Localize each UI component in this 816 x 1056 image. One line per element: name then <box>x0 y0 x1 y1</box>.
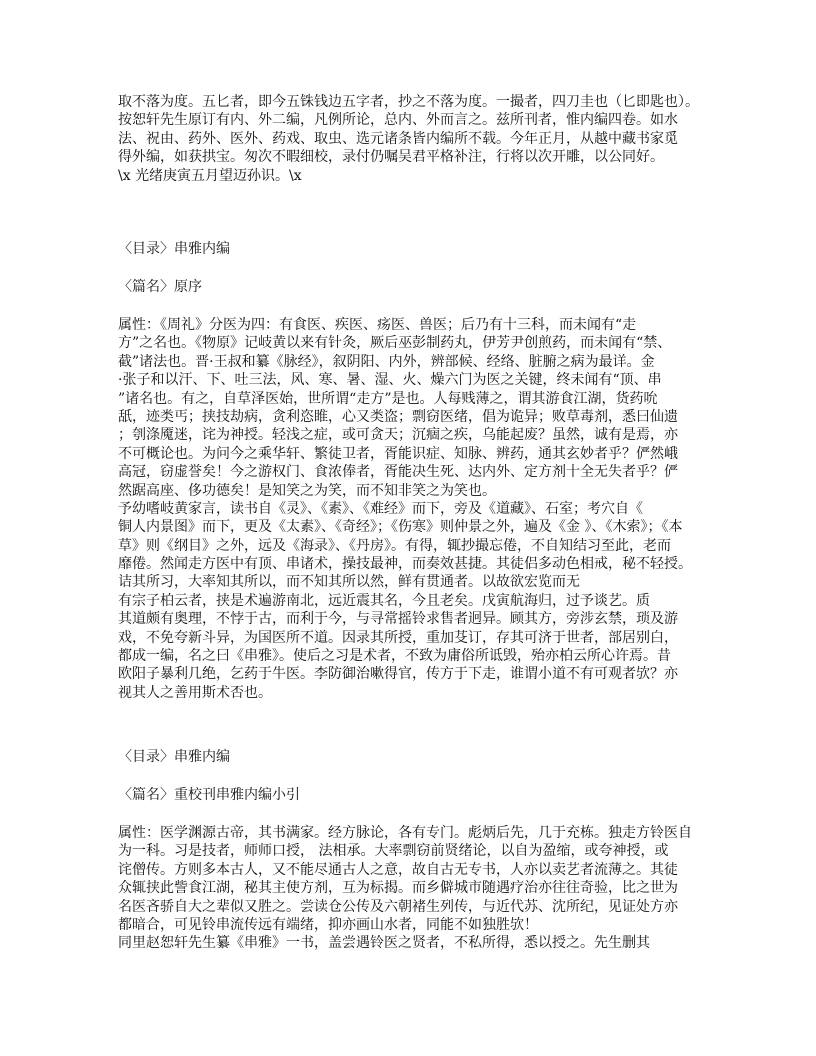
text-line: 取不落为度。五匕者，即今五铢钱边五字者，抄之不落为度。一撮者，四刀圭也（匕即匙也）。 <box>118 94 699 110</box>
text-line: ·张子和以汗、下、吐三法，风、寒、暑、湿、火、燥六门为医之关键，终未闻有“顶、串 <box>118 372 662 389</box>
text-line: ；刳涤魇迷，诧为神授。轻浅之症，或可贪天；沉痼之疾，乌能起废？虽然，诚有是焉，亦 <box>118 427 678 444</box>
text-line: 截”诸法也。晋·王叔和纂《脉经》，叙阴阳、内外，辨部候、经络、脏腑之病为最详。金 <box>118 353 655 370</box>
section-body <box>118 316 692 702</box>
text-line: 属性：《周礼》分医为四：有食医、疾医、疡医、兽医；后乃有十三科，而未闻有“走 <box>118 317 637 333</box>
text-line: 为一科。习是技者，师师口授， 法相承。大率剽窃前贤绪论，以自为盈缩，或夸神授，或 <box>118 843 669 860</box>
text-line: 戏，不免夸新斗异，为国医所不道。因录其所授，重加芟订，存其可济于世者，部居别白， <box>118 629 678 646</box>
text-line: 视其人之善用斯术否也。 <box>118 684 272 701</box>
catalog-heading: 〈目录〉串雅内编 <box>118 241 230 257</box>
text-line: 然踞高座、侈功德矣！是知笑之为笑，而不知非笑之为笑也。 <box>118 482 496 499</box>
section-body <box>118 824 692 953</box>
chapter-title: 〈篇名〉重校刊串雅内编小引 <box>118 787 300 803</box>
text-line: 铜人内景图》而下，更及《太素》、《奇经》；《伤寒》则仲景之外，遍及《金 》、《木索》；《本 <box>118 519 683 536</box>
chapter-title: 〈篇名〉原序 <box>118 279 202 295</box>
text-line: 属性：医学渊源古帝，其书满家。经方脉论，各有专门。彪炳后先，几于充栋。独走方铃医自 <box>118 825 692 841</box>
text-line: 予幼嗜岐黄家言，读书自《灵》、《素》、《难经》而下，旁及《道藏》、石室；考穴自《 <box>118 500 643 517</box>
text-line: 有宗子柏云者，挟是术遍游南北，远近震其名，今且老矣。戊寅航海归，过予谈艺。质 <box>118 592 650 609</box>
text-line: 诘其所习，大率知其所以，而不知其所以然，鲜有贯通者。以故欲宏览而无 <box>118 574 580 591</box>
preface-tail <box>118 93 699 185</box>
text-line: 其道颇有奥理，不悖于古，而利于今，与寻常摇铃求售者迥异。顾其方，旁涉玄禁，琐及游 <box>118 611 678 628</box>
text-line: 舐，迹类丐；挟技劫病，贪利恣睢，心又类盗；剽窃医绪，倡为诡异；败草毒剂，悉曰仙遗 <box>118 408 678 425</box>
text-line: 方”之名也。《物原》记岐黄以来有针灸，厥后巫彭制药丸，伊芳尹创煎药，而未闻有“禁、 <box>118 335 672 352</box>
text-line: 法、祝由、药外、医外、药戏、取虫、选元诸条皆内编所不载。今年正月，从越中藏书家觅 <box>118 130 678 147</box>
text-line: 高冠，窃虚誉矣！今之游权门、食浓俸者，胥能决生死、达内外、定方剂十全无失者乎？俨 <box>118 464 678 481</box>
text-line: ”诸名也。有之，自草泽医始，世所谓“走方”是也。人每贱薄之，谓其游食江湖，货药吮 <box>118 390 658 407</box>
text-line: 草》则《纲目》之外，远及《海录》、《丹房》。有得，辄抄撮忘倦，不自知结习至此，老而 <box>118 537 671 554</box>
text-line: 众辄挟此訾食江湖，秘其主使方剂，互为标揭。而乡僻城市随遇疗治亦往往奇验，比之世为 <box>118 880 678 897</box>
catalog-heading: 〈目录〉串雅内编 <box>118 749 230 765</box>
text-line: 诧僧传。方则多本古人，又不能尽通古人之意，故自古无专书，人亦以卖艺者流薄之。其徒 <box>118 861 678 878</box>
text-line: 名医吝骄自大之辈似又胜之。尝读仓公传及六朝褚生列传，与近代苏、沈所纪，见证处方亦 <box>118 898 678 915</box>
text-line: 都成一编，名之曰《串雅》。使后之习是术者，不致为庸俗所诋毁，殆亦柏云所心许焉。昔 <box>118 648 671 665</box>
text-line: \x 光绪庚寅五月望迈孙识。\x <box>118 167 302 184</box>
section-2 <box>118 748 692 953</box>
text-line: 欧阳子暴利几绝，乞药于牛医。李防御治嗽得官，传方于下走，谁谓小道不有可观者欤？亦 <box>118 666 678 683</box>
text-line: 不可概论也。为问今之乘华轩、繁徒卫者，胥能识症、知脉、辨药，通其玄妙者乎？俨然峨 <box>118 445 678 462</box>
text-line: 都暗合，可见铃串流传远有端绪，抑亦画山水者，同能不如独胜欤！ <box>118 916 538 933</box>
section-1 <box>118 240 692 702</box>
text-line: 靡倦。然闻走方医中有顶、串诸术，操技最神，而奏效甚捷。其徒侣多动色相戒，秘不轻授。 <box>118 556 692 573</box>
text-line: 得外编，如获拱宝。匆次不暇细校，录付仍嘱吴君平格补注，行将以次开雕，以公同好。 <box>118 149 664 166</box>
text-line: 按恕轩先生原订有内、外二编，凡例所论，总内、外而言之。兹所刊者，惟内编四卷。如水 <box>118 112 678 129</box>
text-line: 同里赵恕轩先生纂《串雅》一书，盖尝遇铃医之贤者，不私所得，悉以授之。先生删其 <box>118 935 650 952</box>
